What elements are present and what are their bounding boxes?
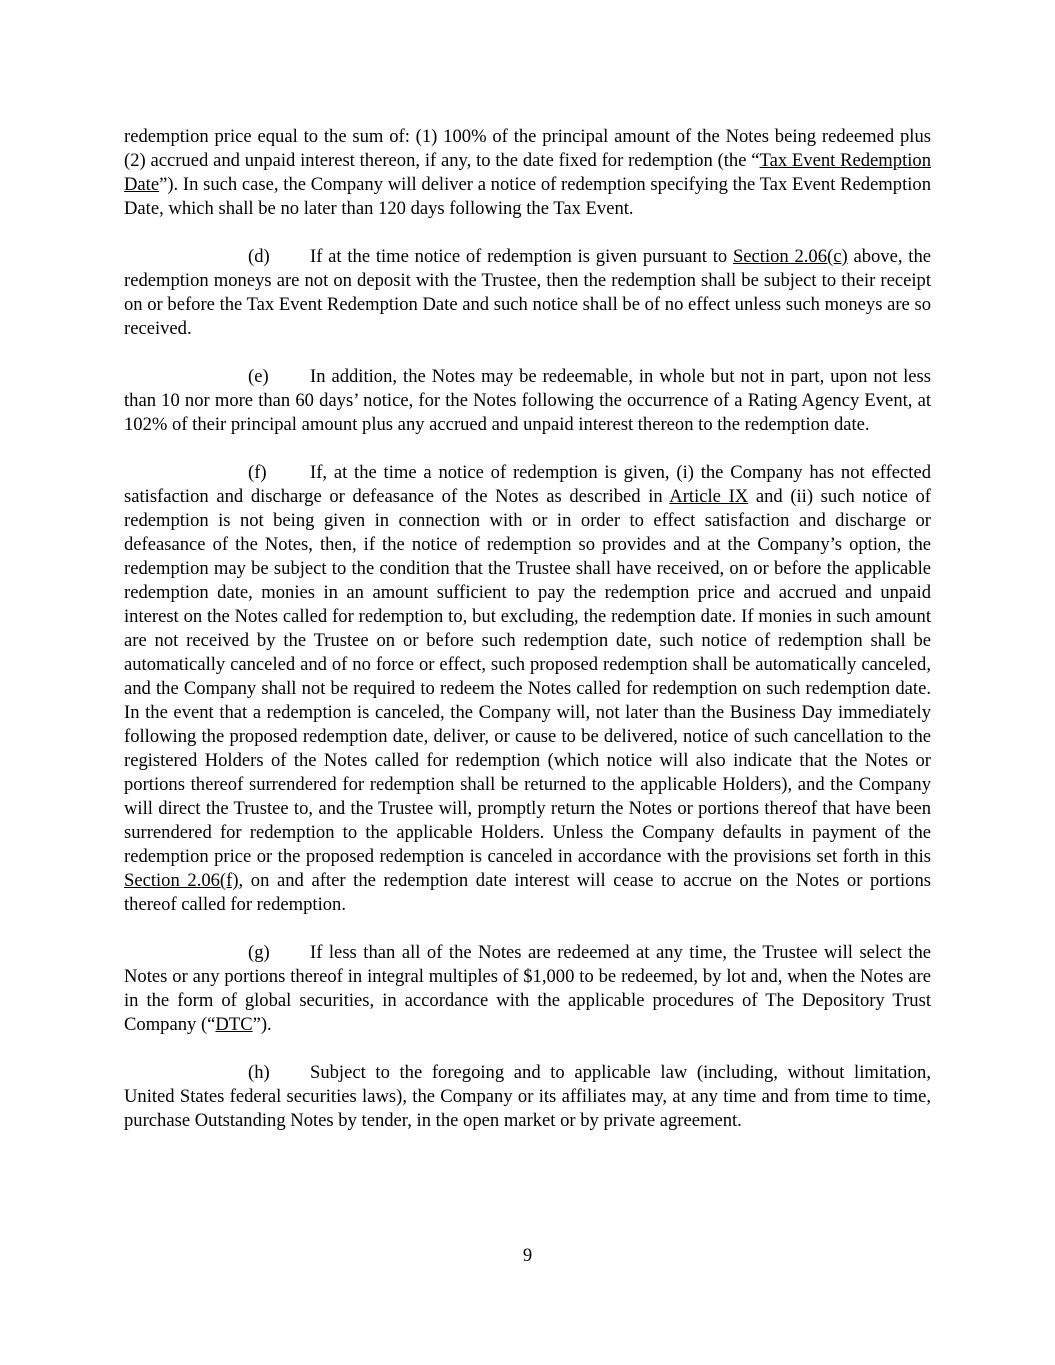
page-number: 9 — [522, 1245, 533, 1266]
document-page — [124, 125, 931, 1133]
text: If, at the time a notice of redemption is given, (i) the Company has not effected satisfaction and discharge or defeasance of the Notes as described in — [124, 462, 931, 507]
paragraph-label: (f) — [248, 462, 267, 483]
text: , on and after the redemption date interest will cease to accrue on the Notes or portions thereof called for redemption. — [124, 870, 931, 915]
paragraph-h — [124, 1061, 931, 1133]
paragraph-label: (e) — [248, 366, 269, 387]
paragraph-label: (d) — [248, 246, 270, 267]
paragraph-label: (g) — [248, 942, 270, 963]
paragraph-label: (h) — [248, 1062, 270, 1083]
paragraph-g — [124, 941, 931, 1037]
paragraph-e — [124, 365, 931, 437]
section-reference: Section 2.06(c) — [732, 246, 848, 267]
text: If less than all of the Notes are redeemed at any time, the Trustee will select the Notes or any portions thereof in integral multiples of $1,000 to be redeemed, by lot and, when the Notes are in the form of global securities, in accordance with the applicable procedures of The Depository Trust Company (“ — [124, 942, 931, 1035]
text: If at the time notice of redemption is given pursuant to — [310, 246, 733, 267]
section-reference: Section 2.06(f) — [124, 870, 239, 891]
text: above, the redemption moneys are not on deposit with the Trustee, then the redemption shall be subject to their receipt on or before the Tax Event Redemption Date and such notice shall be of no effect unless such moneys are so received. — [124, 246, 931, 339]
text: redemption price equal to the sum of: (1) 100% of the principal amount of the Notes being redeemed plus (2) accrued and unpaid interest thereon, if any, to the date fixed for redemption (the “ — [124, 126, 931, 171]
text: ”). In such case, the Company will deliver a notice of redemption specifying the Tax Event Redemption Date, which shall be no later than 120 days following the Tax Event. — [124, 174, 931, 219]
defined-term: Tax Event Redemption Date — [124, 150, 931, 195]
article-reference: Article IX — [669, 486, 749, 507]
paragraph-continuation — [124, 125, 931, 221]
text: ”). — [252, 1014, 272, 1035]
defined-term: DTC — [215, 1014, 253, 1035]
paragraph-f — [124, 461, 931, 917]
paragraph-d — [124, 245, 931, 341]
text: In addition, the Notes may be redeemable, in whole but not in part, upon not less than 10 nor more than 60 days’ notice, for the Notes following the occurrence of a Rating Agency Event, at 102% of their principal amount plus any accrued and unpaid interest thereon to the redemption date. — [124, 366, 931, 435]
text: Subject to the foregoing and to applicable law (including, without limitation, United States federal securities laws), the Company or its affiliates may, at any time and from time to time, purchase Outstanding Notes by tender, in the open market or by private agreement. — [124, 1062, 931, 1131]
text: and (ii) such notice of redemption is not being given in connection with or in order to effect satisfaction and discharge or defeasance of the Notes, then, if the notice of redemption so provides and at the Company’s option, the redemption may be subject to the condition that the Trustee shall have received, on or before the applicable redemption date, monies in an amount sufficient to pay the redemption price and accrued and unpaid interest on the Notes called for redemption to, but excluding, the redemption date. If monies in such amount are not received by the Trustee on or before such redemption date, such notice of redemption shall be automatically canceled and of no force or effect, such proposed redemption shall be automatically canceled, and the Company shall not be required to redeem the Notes called for redemption on such redemption date. In the event that a redemption is canceled, the Company will, not later than the Business Day immediately following the proposed redemption date, deliver, or cause to be delivered, notice of such cancellation to the registered Holders of the Notes called for redemption (which notice will also indicate that the Notes or portions thereof surrendered for redemption shall be returned to the applicable Holders), and the Company will direct the Trustee to, and the Trustee will, promptly return the Notes or portions thereof that have been surrendered for redemption to the applicable Holders. Unless the Company defaults in payment of the redemption price or the proposed redemption is canceled in accordance with the provisions set forth in this — [124, 486, 931, 867]
